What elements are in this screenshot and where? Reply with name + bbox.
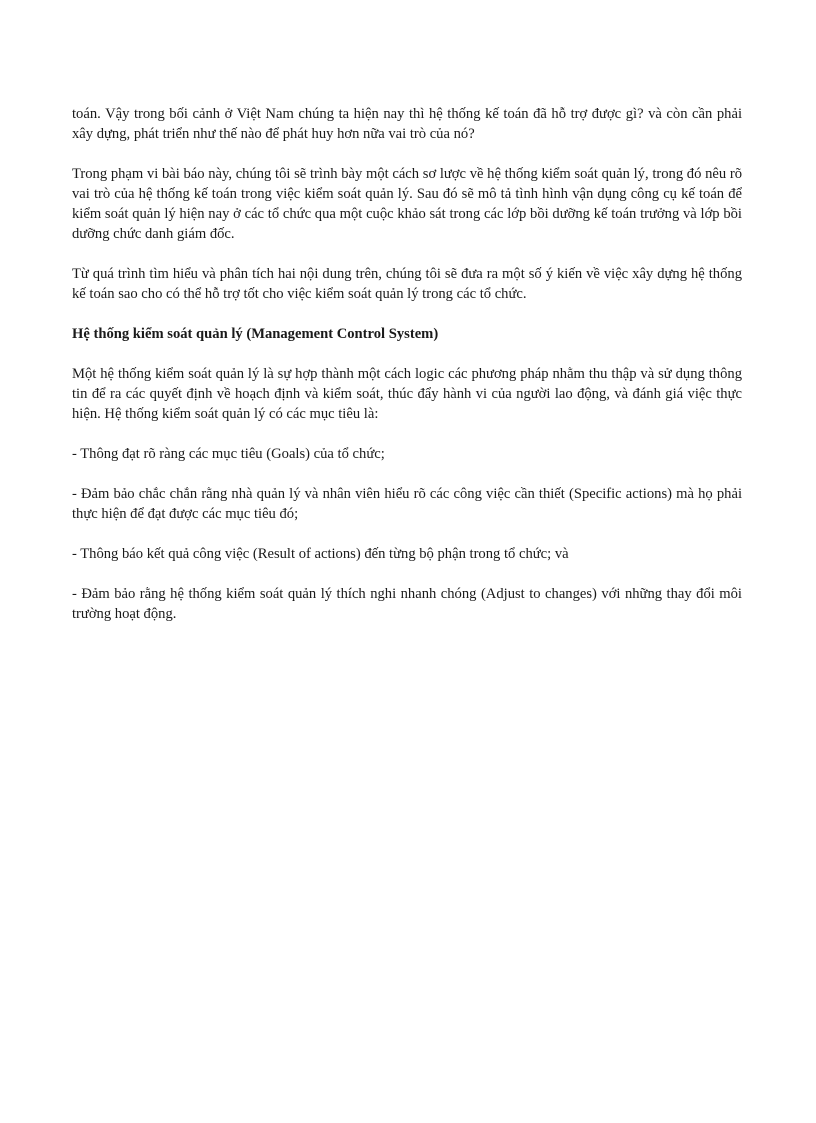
paragraph-proposal: Từ quá trình tìm hiểu và phân tích hai nội dung trên, chúng tôi sẽ đưa ra một số ý kiến về việc xây dựng hệ thống kế toán sao cho có thể hỗ trợ tốt cho việc kiểm soát quản lý trong các tổ chức. <box>72 266 742 302</box>
objective-item-adjust: - Đảm bảo rằng hệ thống kiểm soát quản lý thích nghi nhanh chóng (Adjust to changes) với những thay đổi môi trường hoạt động. <box>72 586 742 622</box>
objective-item-results: - Thông báo kết quả công việc (Result of actions) đến từng bộ phận trong tổ chức; và <box>72 546 569 562</box>
paragraph-definition: Một hệ thống kiểm soát quản lý là sự hợp thành một cách logic các phương pháp nhằm thu thập và sử dụng thông tin để ra các quyết định về hoạch định và kiểm soát, thúc đẩy hành vi của người lao động, và đánh giá việc thực hiện. Hệ thống kiểm soát quản lý có các mục tiêu là: <box>72 366 742 422</box>
objective-item-actions: - Đảm bảo chắc chắn rằng nhà quản lý và nhân viên hiểu rõ các công việc cần thiết (Specific actions) mà họ phải thực hiện để đạt được các mục tiêu đó; <box>72 486 742 522</box>
paragraph-scope: Trong phạm vi bài báo này, chúng tôi sẽ trình bày một cách sơ lược về hệ thống kiểm soát quản lý, trong đó nêu rõ vai trò của hệ thống kế toán trong việc kiểm soát quản lý. Sau đó sẽ mô tả tình hình vận dụng công cụ kế toán để kiểm soát quản lý hiện nay ở các tổ chức qua một cuộc khảo sát trong các lớp bồi dưỡng kế toán trưởng và lớp bồi dưỡng chức danh giám đốc. <box>72 166 742 242</box>
objective-item-goals: - Thông đạt rõ ràng các mục tiêu (Goals) của tổ chức; <box>72 446 385 462</box>
paragraph-context: toán. Vậy trong bối cảnh ở Việt Nam chúng ta hiện nay thì hệ thống kế toán đã hỗ trợ được gì? và còn cần phải xây dựng, phát triển như thế nào để phát huy hơn nữa vai trò của nó? <box>72 106 742 142</box>
document-body <box>72 104 742 644</box>
section-heading: Hệ thống kiểm soát quản lý (Management Control System) <box>72 326 439 342</box>
